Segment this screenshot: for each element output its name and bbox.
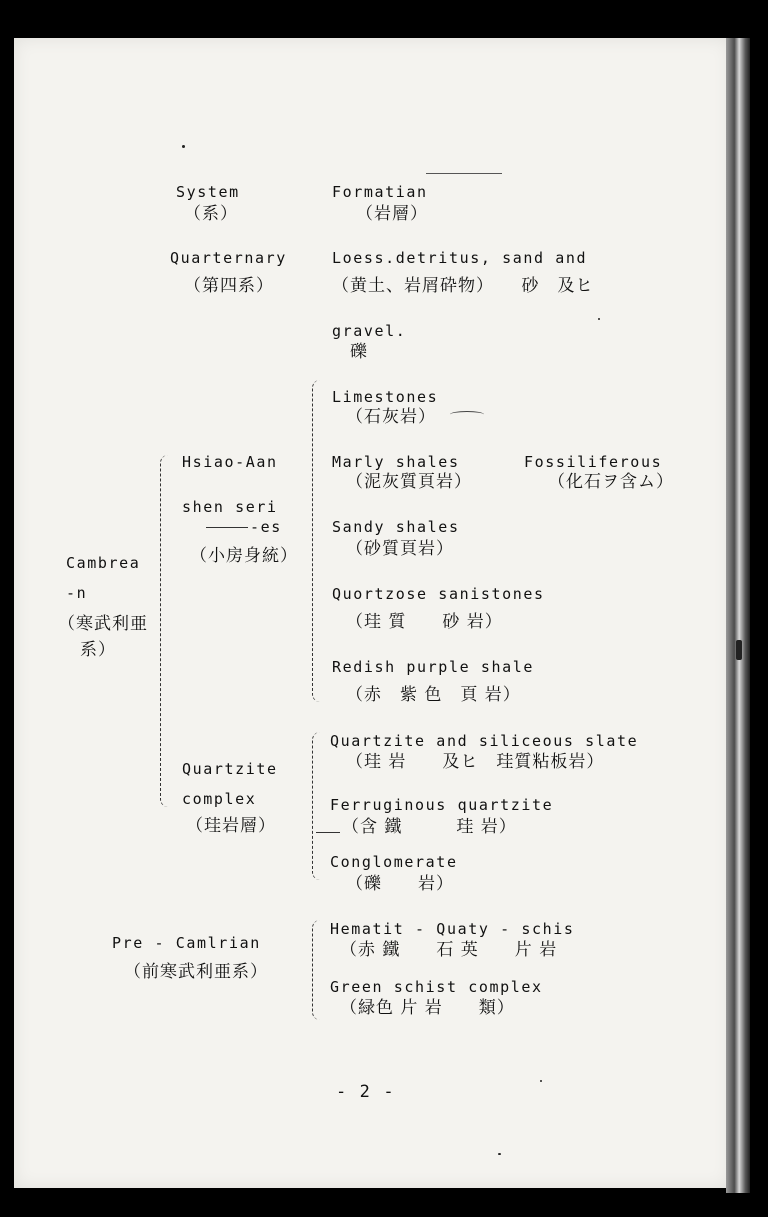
hsiao-series-en2: shen seri bbox=[182, 498, 278, 516]
sandy-shales-jp: （砂質頁岩） bbox=[346, 539, 454, 559]
marly-shales-jp: （泥灰質頁岩） bbox=[346, 472, 472, 492]
hsiao-series-en3: -es bbox=[250, 518, 282, 536]
hsiao-series-jp: （小房身統） bbox=[190, 546, 298, 566]
ink-mark bbox=[450, 411, 484, 418]
header-rule bbox=[426, 173, 502, 174]
precambrian-formations-brace bbox=[312, 920, 321, 1020]
conglomerate-jp: （礫 岩） bbox=[346, 874, 454, 894]
green-schist-jp: （緑色 片 岩 類） bbox=[340, 998, 515, 1018]
sandy-shales-en: Sandy shales bbox=[332, 518, 460, 536]
scan-speck bbox=[736, 640, 742, 660]
quartzite-complex-en1: Quartzite bbox=[182, 760, 278, 778]
book-spine bbox=[726, 38, 750, 1193]
green-schist-en: Green schist complex bbox=[330, 978, 543, 996]
limestones-jp: （石灰岩） bbox=[346, 407, 436, 427]
quartzite-complex-en2: complex bbox=[182, 790, 257, 808]
precambrian-system-en: Pre - Camlrian bbox=[112, 934, 261, 952]
quaternary-system-jp: （第四系） bbox=[184, 276, 274, 296]
fossiliferous-jp: （化石ヲ含ム） bbox=[548, 472, 674, 492]
limestones-en: Limestones bbox=[332, 388, 439, 406]
conglomerate-en: Conglomerate bbox=[330, 853, 458, 871]
scan-speck bbox=[498, 1153, 501, 1155]
quaternary-formation-jp2: 礫 bbox=[350, 342, 368, 362]
sandstones-jp: （珪 質 砂 岩） bbox=[346, 612, 503, 632]
cambrian-system-en2: -n bbox=[66, 584, 88, 602]
quaternary-formation-en2: gravel. bbox=[332, 322, 407, 340]
header-formation-en: Formatian bbox=[332, 183, 428, 201]
hematite-schist-en: Hematit - Quaty - schis bbox=[330, 920, 575, 938]
scan-speck bbox=[540, 1080, 542, 1082]
cambrian-system-jp2: 系） bbox=[80, 640, 116, 660]
ferruginous-leader-line bbox=[316, 832, 340, 833]
scan-speck bbox=[598, 318, 600, 320]
hsiao-series-dash bbox=[206, 527, 248, 528]
precambrian-system-jp: （前寒武利亜系） bbox=[124, 962, 268, 982]
header-system-en: System bbox=[176, 183, 240, 201]
purple-shale-jp: （赤 紫 色 頁 岩） bbox=[346, 685, 521, 705]
header-formation-jp: （岩層） bbox=[356, 204, 428, 224]
page-number: - 2 - bbox=[336, 1082, 396, 1102]
quartzite-slate-jp: （珪 岩 及ヒ 珪質粘板岩） bbox=[346, 752, 605, 772]
ferruginous-en: Ferruginous quartzite bbox=[330, 796, 554, 814]
hematite-schist-jp: （赤 鐵 石 英 片 岩 bbox=[340, 940, 558, 960]
quaternary-formation-en: Loess.detritus, sand and bbox=[332, 249, 588, 267]
cambrian-system-jp1: （寒武利亜 bbox=[58, 614, 148, 634]
marly-shales-en: Marly shales bbox=[332, 453, 460, 471]
header-system-jp: （系） bbox=[184, 204, 238, 224]
ferruginous-jp: （含 鐵 珪 岩） bbox=[342, 817, 517, 837]
purple-shale-en: Redish purple shale bbox=[332, 658, 534, 676]
scan-speck bbox=[182, 145, 185, 148]
hsiao-series-en1: Hsiao-Aan bbox=[182, 453, 278, 471]
cambrian-outer-brace bbox=[160, 455, 169, 807]
quaternary-formation-jp: （黄土、岩屑砕物） 砂 及ヒ bbox=[332, 276, 594, 296]
quartzite-slate-en: Quartzite and siliceous slate bbox=[330, 732, 639, 750]
cambrian-system-en1: Cambrea bbox=[66, 554, 141, 572]
quartzite-complex-jp: （珪岩層） bbox=[186, 816, 276, 836]
quaternary-system-en: Quarternary bbox=[170, 249, 287, 267]
quartzite-formations-brace bbox=[312, 732, 321, 880]
sandstones-en: Quortzose sanistones bbox=[332, 585, 545, 603]
hsiao-formations-brace bbox=[312, 380, 321, 702]
fossiliferous-en: Fossiliferous bbox=[524, 453, 663, 471]
